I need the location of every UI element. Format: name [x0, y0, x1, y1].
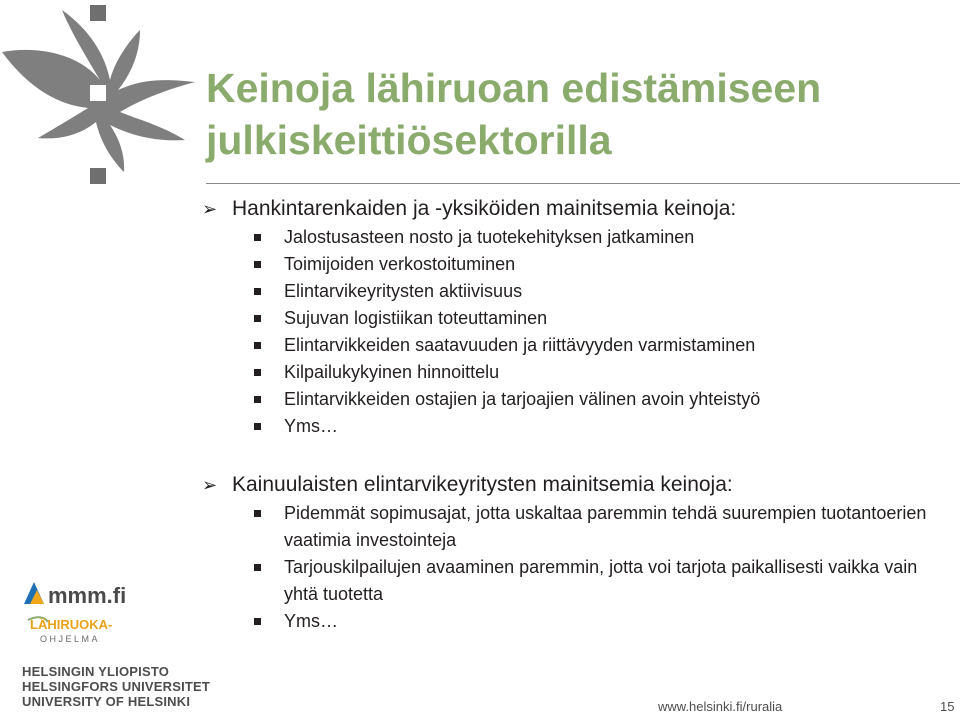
list-item: Toimijoiden verkostoituminen	[202, 251, 952, 278]
list-item: Yms…	[202, 608, 952, 635]
square-bullet-icon	[252, 359, 284, 386]
list-item: Kilpailukykyinen hinnoittelu	[202, 359, 952, 386]
section-heading	[202, 196, 952, 222]
title-divider	[206, 183, 960, 184]
square-bullet-icon	[252, 305, 284, 332]
square-bullet-icon	[252, 413, 284, 440]
ohjelma-logo-text: OHJELMA	[40, 634, 101, 644]
square-bullet-icon	[252, 224, 284, 251]
square-bullet-icon	[252, 278, 284, 305]
section-companies	[202, 472, 952, 635]
title-line-1: Keinoja lähiruoan edistämiseen	[206, 65, 822, 111]
list-item: Elintarvikeyritysten aktiivisuus	[202, 278, 952, 305]
list-item: Pidemmät sopimusajat, jotta uskaltaa paremmin tehdä suurempien tuotantoerien vaatimia investointeja	[202, 500, 952, 554]
list-item: Tarjouskilpailujen avaaminen paremmin, jotta voi tarjota paikallisesti vaikka vain yhtä tuotetta	[202, 554, 952, 608]
helsinki-flame-logo	[0, 0, 200, 190]
list-item: Elintarvikkeiden ostajien ja tarjoajien välinen avoin yhteistyö	[202, 386, 952, 413]
bullet-list	[202, 500, 952, 635]
lahiruoka-logo-text: LÄHIRUOKA-	[30, 617, 113, 632]
footer-url: www.helsinki.fi/ruralia	[658, 699, 783, 714]
lahiruoka-logo	[26, 614, 136, 644]
list-item: Yms…	[202, 413, 952, 440]
section-heading-text: Kainuulaisten elintarvikeyritysten mainitsemia keinoja:	[232, 473, 733, 496]
section-heading	[202, 472, 952, 498]
arrow-bullet-icon: ➢	[202, 199, 218, 219]
section-procurement	[202, 196, 952, 440]
mmm-fi-logo	[22, 578, 132, 608]
square-bullet-icon	[252, 608, 284, 635]
arrow-bullet-icon: ➢	[202, 475, 218, 495]
page-title	[206, 62, 946, 166]
square-bullet-icon	[252, 332, 284, 359]
square-bullet-icon	[252, 386, 284, 413]
list-item: Jalostusasteen nosto ja tuotekehityksen jatkaminen	[202, 224, 952, 251]
square-bullet-icon	[252, 500, 284, 527]
list-item: Sujuvan logistiikan toteuttaminen	[202, 305, 952, 332]
university-name-logo: HELSINGIN YLIOPISTO HELSINGFORS UNIVERSITET UNIVERSITY OF HELSINKI	[22, 664, 211, 709]
list-item: Elintarvikkeiden saatavuuden ja riittävyyden varmistaminen	[202, 332, 952, 359]
bullet-list	[202, 224, 952, 440]
section-heading-text: Hankintarenkaiden ja -yksiköiden mainitsemia keinoja:	[232, 197, 737, 220]
page-number: 15	[940, 699, 955, 714]
title-line-2: julkiskeittiösektorilla	[206, 117, 612, 163]
square-bullet-icon	[252, 554, 284, 581]
square-bullet-icon	[252, 251, 284, 278]
mmm-logo-text: mmm.fi	[48, 583, 127, 608]
